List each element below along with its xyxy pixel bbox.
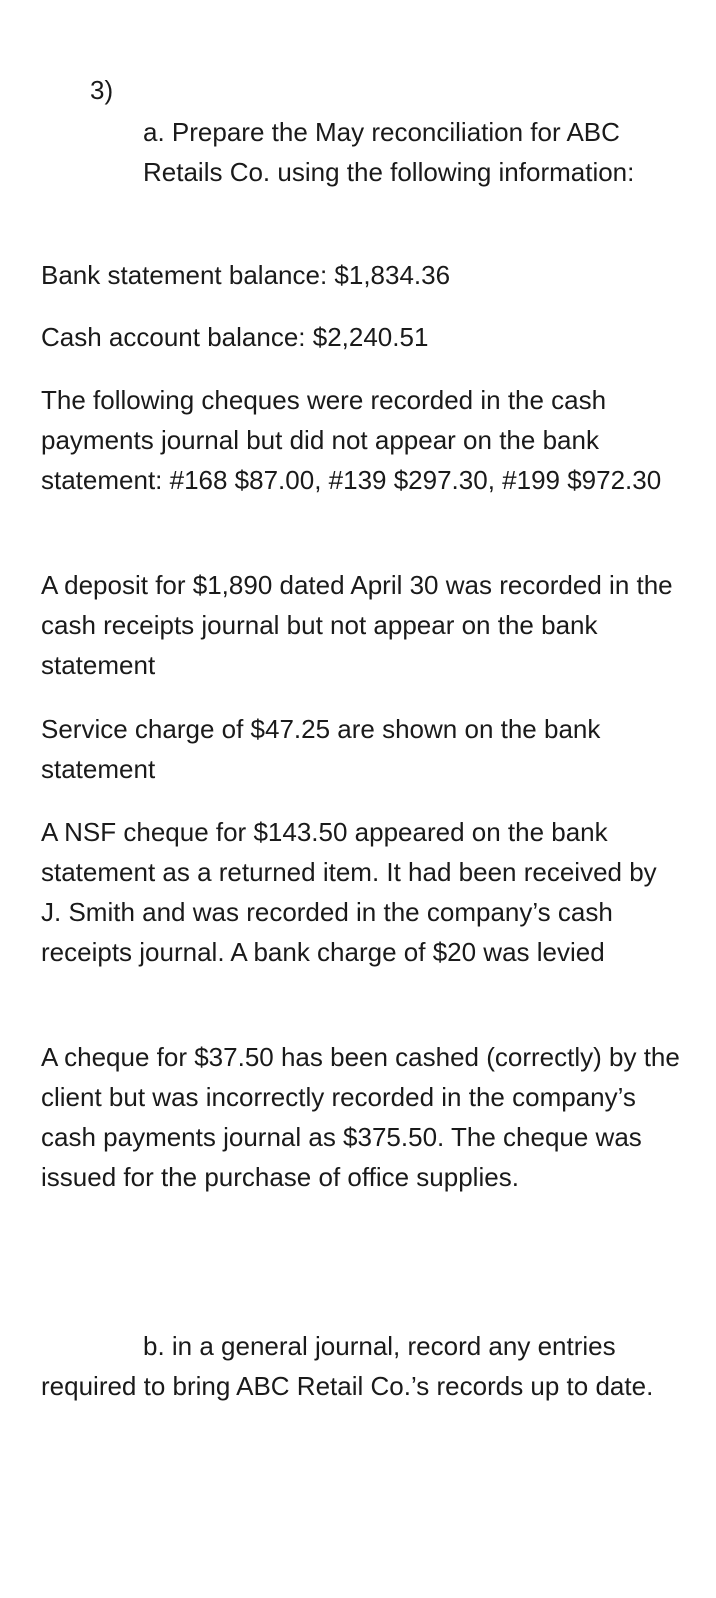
part-b-instruction: b. in a general journal, record any entries required to bring ABC Retail Co.’s records up to date. bbox=[41, 1331, 654, 1401]
cash-account-balance: Cash account balance: $2,240.51 bbox=[41, 322, 429, 352]
bank-statement-balance: Bank statement balance: $1,834.36 bbox=[41, 260, 451, 290]
question-number: 3) bbox=[90, 75, 114, 105]
deposit-in-transit-paragraph: A deposit for $1,890 dated April 30 was recorded in the cash receipts journal but not appear on the bank statement bbox=[41, 570, 673, 680]
outstanding-cheques-paragraph: The following cheques were recorded in the cash payments journal but did not appear on the bank statement: #168 $87.00, #139 $297.30, #199 $972.30 bbox=[41, 385, 662, 495]
part-a-instruction: a. Prepare the May reconciliation for ABC Retails Co. using the following information: bbox=[143, 117, 635, 187]
nsf-cheque-paragraph: A NSF cheque for $143.50 appeared on the bank statement as a returned item. It had been received by J. Smith and was recorded in the company’s cash receipts journal. A bank charge of $20 was levied bbox=[41, 817, 657, 967]
service-charge-paragraph: Service charge of $47.25 are shown on the bank statement bbox=[41, 714, 601, 784]
cheque-error-paragraph: A cheque for $37.50 has been cashed (correctly) by the client but was incorrectly recorded in the company’s cash payments journal as $375.50. The cheque was issued for the purchase of office supplies. bbox=[41, 1042, 680, 1192]
